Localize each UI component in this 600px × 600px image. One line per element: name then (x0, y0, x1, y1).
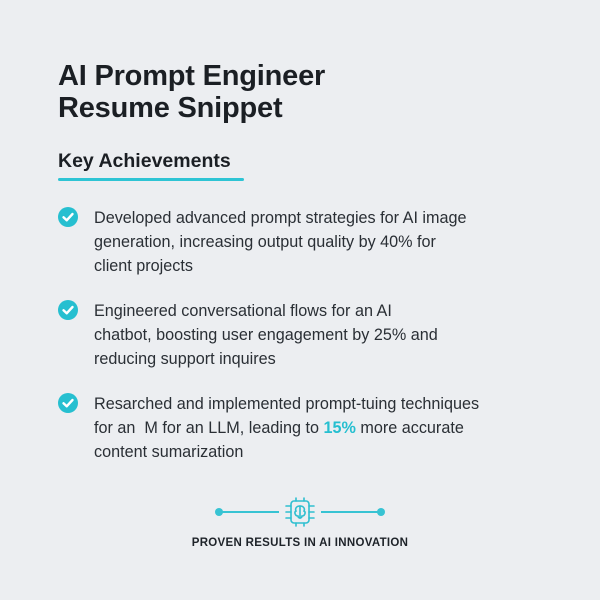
check-circle-icon (58, 393, 78, 413)
check-circle-icon (58, 207, 78, 227)
title-line-1: AI Prompt Engineer (58, 60, 326, 92)
footer-tagline: PROVEN RESULTS IN AI INNOVATION (191, 537, 409, 549)
footer-dot-right (377, 508, 385, 516)
footer-line-right (321, 511, 379, 513)
section-underline (58, 178, 244, 181)
check-circle-icon (58, 300, 78, 320)
footer-line-left (221, 511, 279, 513)
achievement-text: Resarched and implemented prompt-tuing techniques for an M for an LLM, leading to 15% more accurate content sumarization (94, 395, 480, 461)
title-line-2: Resume Snippet (58, 92, 283, 124)
achievement-text: Developed advanced prompt strategies for AI image generation, increasing output quality by 40% for client projects (94, 209, 467, 275)
page-title (58, 60, 325, 124)
highlight-percentage: 15% (323, 419, 356, 437)
achievement-text: Engineered conversational flows for an AI chatbot, boosting user engagement by 25% and reducing support inquires (94, 302, 438, 368)
ai-chip-icon (283, 497, 317, 527)
section-heading: Key Achievements (58, 150, 231, 172)
